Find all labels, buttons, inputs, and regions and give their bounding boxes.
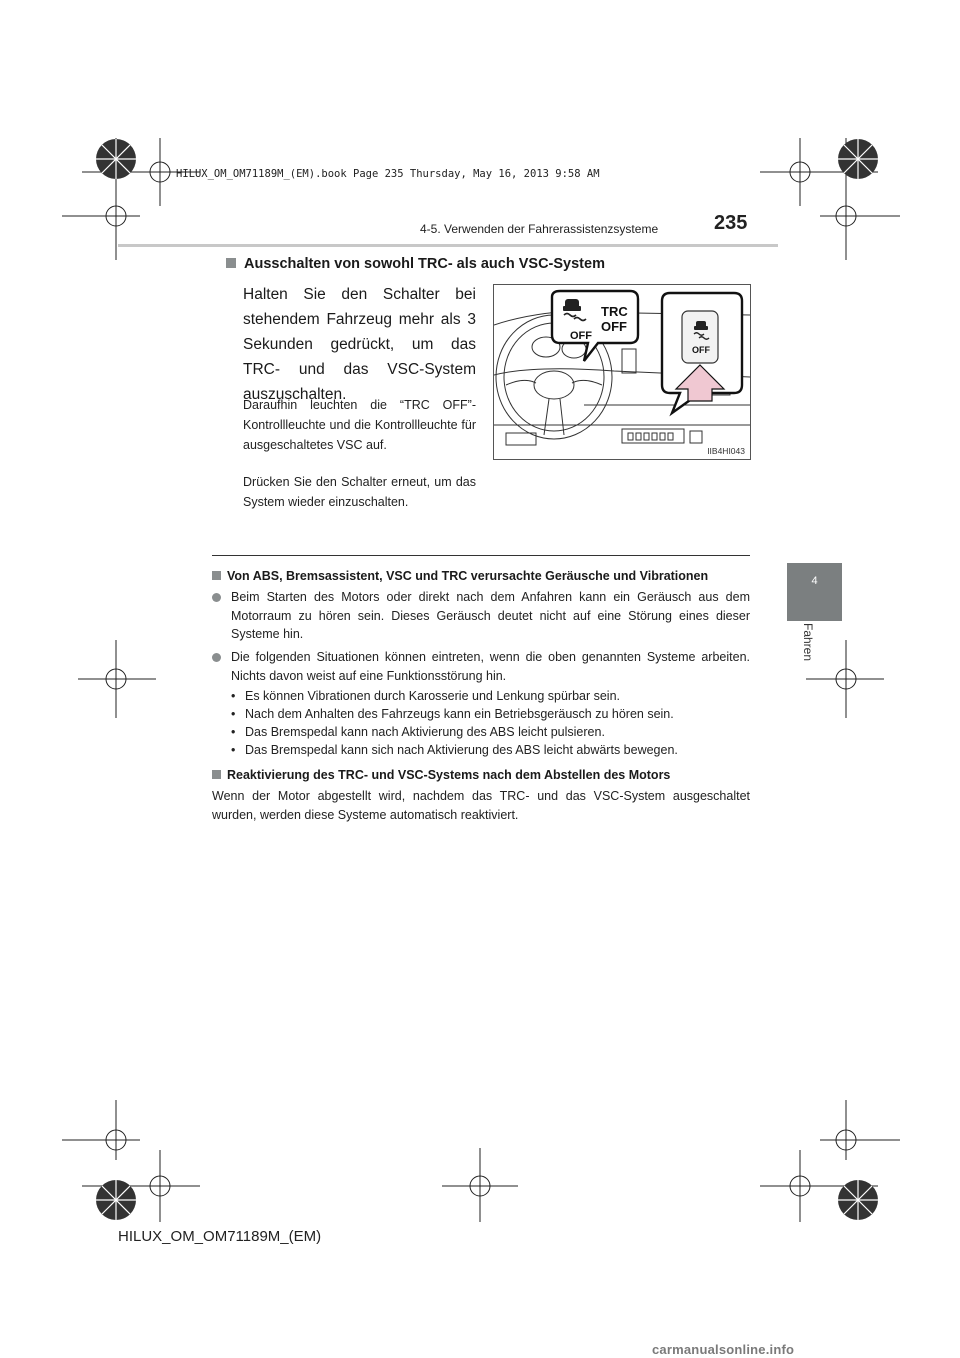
note-indicator: Daraufhin leuchten die “TRC OFF”-Kontrollleuchte und die Kontrollleuchte für ausgeschaltetes VSC auf. [243, 398, 476, 452]
sub-item-text: Das Bremspedal kann nach Aktivierung des ABS leicht pulsieren. [245, 725, 605, 739]
square-bullet-icon [226, 258, 236, 268]
section-title: 4-5. Verwenden der Fahrerassistenzsysteme [420, 222, 659, 236]
square-bullet-icon [212, 770, 221, 779]
bullet-engine-noise [212, 588, 750, 644]
bullet-situations-text: Die folgenden Situationen können eintreten, wenn die oben genannten Systeme arbeiten. Nichts davon weist auf eine Funktionsstörung hin. [231, 650, 750, 683]
round-bullet-icon [212, 653, 221, 662]
sub-bullet-marker: • [231, 725, 236, 739]
note-reactivate: Drücken Sie den Schalter erneut, um das System wieder einzuschalten. [243, 475, 476, 509]
sub-bullet-marker: • [231, 689, 236, 703]
reactivation-paragraph: Wenn der Motor abgestellt wird, nachdem das TRC- und das VSC-System ausgeschaltet wurden, werden diese Systeme automatisch reaktiviert. [212, 789, 750, 822]
sub-item [231, 725, 605, 739]
sub-item-text: Nach dem Anhalten des Fahrzeugs kann ein Betriebsgeräusch zu hören sein. [245, 707, 674, 721]
subheading-reactivation-text: Reaktivierung des TRC- und VSC-Systems nach dem Abstellen des Motors [227, 768, 671, 782]
chapter-label-box [787, 621, 842, 691]
bullet-situations [212, 648, 750, 685]
chapter-tab [787, 563, 842, 621]
dashboard-illustration [493, 284, 751, 460]
subheading-reactivation [212, 768, 670, 782]
sub-item [231, 707, 674, 721]
document-id: HILUX_OM_OM71189M_(EM) [118, 1228, 322, 1245]
sub-bullet-marker: • [231, 743, 236, 757]
subheading-noise-text: Von ABS, Bremsassistent, VSC und TRC verursachte Geräusche und Vibrationen [227, 569, 709, 583]
sub-bullet-marker: • [231, 707, 236, 721]
dashboard-drawing [494, 285, 750, 459]
section-divider [212, 555, 750, 556]
trc-line1-text: TRC [601, 304, 628, 319]
chapter-number: 4 [811, 575, 818, 587]
figure-code: IIB4HI043 [707, 446, 745, 456]
square-bullet-icon [212, 571, 221, 580]
indicator-off-text: OFF [570, 330, 592, 342]
switch-off-text: OFF [692, 345, 710, 355]
sub-item [231, 743, 678, 757]
trc-line2-text: OFF [601, 319, 627, 334]
header-rule [118, 244, 778, 247]
book-file-info: HILUX_OM_OM71189M_(EM).book Page 235 Thursday, May 16, 2013 9:58 AM [176, 168, 600, 180]
sub-item-text: Es können Vibrationen durch Karosserie und Lenkung spürbar sein. [245, 689, 621, 703]
subheading-noise [212, 569, 708, 583]
round-bullet-icon [212, 593, 221, 602]
intro-paragraph: Halten Sie den Schalter bei stehendem Fahrzeug mehr als 3 Sekunden gedrückt, um das TRC- und das VSC-System auszuschalten. [243, 286, 476, 403]
page-number: 235 [714, 212, 748, 234]
section-heading-text: Ausschalten von sowohl TRC- als auch VSC-System [244, 256, 605, 272]
section-heading [226, 256, 605, 272]
sub-item-text: Das Bremspedal kann sich nach Aktivierung des ABS leicht abwärts bewegen. [245, 743, 678, 757]
chapter-label: Fahren [801, 623, 815, 662]
sub-item [231, 689, 620, 703]
bullet-engine-noise-text: Beim Starten des Motors oder direkt nach dem Anfahren kann ein Geräusch aus dem Motorraum zu hören sein. Dieses Geräusch deutet nicht auf eine Störung eines dieser Systeme hin. [231, 590, 750, 641]
watermark: carmanualsonline.info [652, 1342, 795, 1357]
